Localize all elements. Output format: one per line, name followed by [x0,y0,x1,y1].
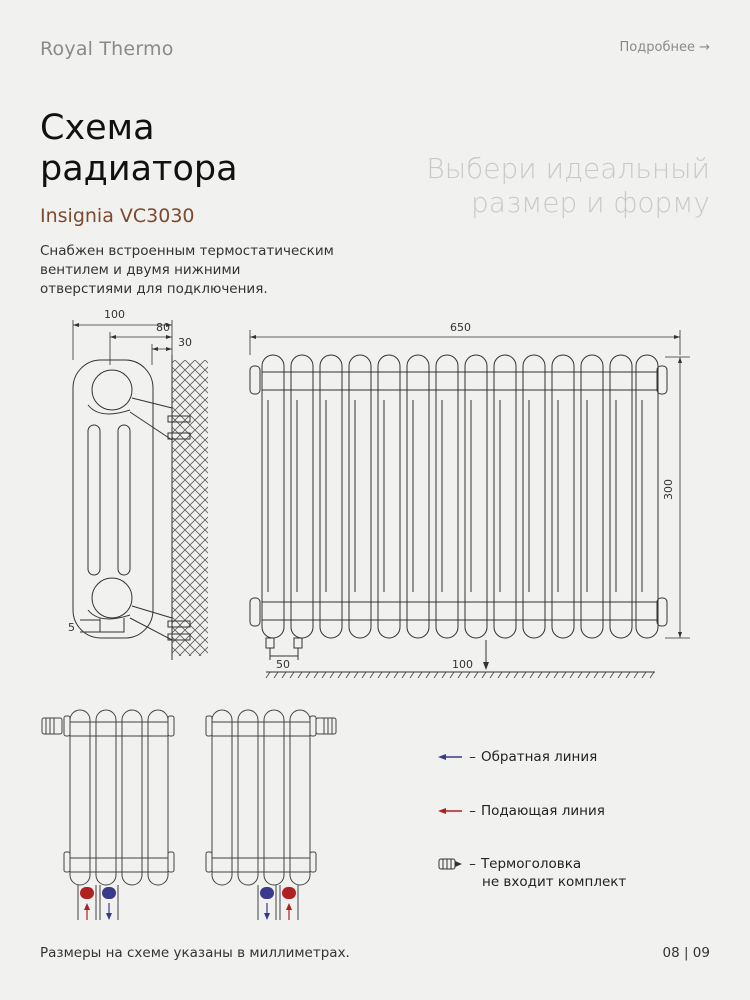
legend-thermo [438,853,626,891]
legend-return-label: Обратная линия [480,749,598,765]
description-line-3: отверстиями для подключения. [40,281,268,297]
dim-front-300: 300 [662,479,675,500]
page-numbers: 08 | 09 [662,945,710,961]
tagline-line-2: размер и форму [471,186,710,219]
return-arrow-icon [438,751,464,763]
legend-dash: – [469,856,476,872]
footer-note: Размеры на схеме указаны в миллиметрах. [40,945,350,961]
title-line-2: радиатора [40,149,238,189]
description-line-1: Снабжен встроенным термостатическим [40,243,334,259]
legend-dash: – [469,803,476,819]
dim-side-80: 80 [156,321,170,334]
brand-logo: Royal Thermo [40,38,174,60]
page-title [40,108,238,190]
dim-front-100: 100 [452,658,473,671]
dim-front-650: 650 [450,321,471,334]
side-view-drawing [0,300,240,680]
description [40,242,360,299]
legend-supply [438,800,605,820]
tagline [426,152,710,220]
legend-dash: – [469,749,476,765]
more-link[interactable]: Подробнее → [619,40,710,55]
connection-variant-left [35,700,195,930]
legend-thermo-label-2: не входит комплект [482,874,627,890]
description-line-2: вентилем и двумя нижними [40,262,241,278]
thermostat-head-icon [438,857,464,871]
tagline-line-1: Выбери идеальный [426,152,710,185]
dim-side-5: 5 [68,621,75,634]
connection-variant-right [195,700,345,930]
front-view-drawing [240,315,690,685]
legend-return [438,746,597,766]
supply-arrow-icon [438,805,464,817]
title-line-1: Схема [40,108,155,148]
dim-side-30: 30 [178,336,192,349]
legend-thermo-label-1: Термоголовка [480,856,582,872]
dim-side-100: 100 [104,308,125,321]
dim-front-50: 50 [276,658,290,671]
legend-supply-label: Подающая линия [480,803,605,819]
model-name: Insignia VC3030 [40,205,195,227]
